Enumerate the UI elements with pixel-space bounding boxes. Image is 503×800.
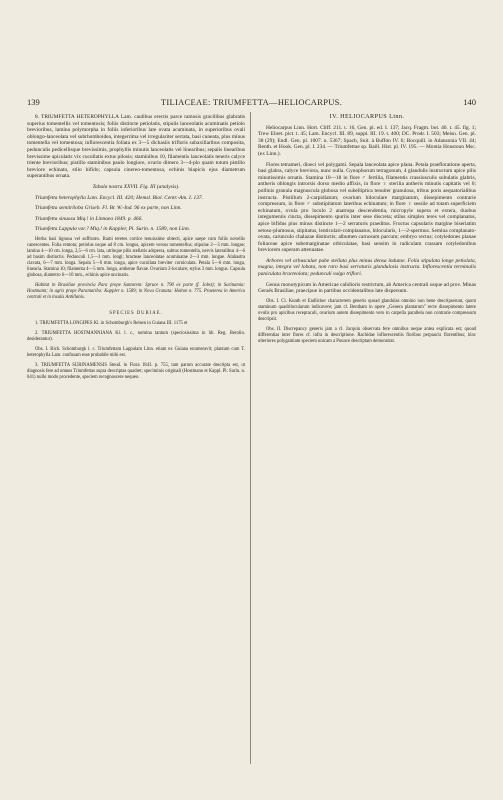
synonym-3: Triumfetta sinuosa Miq.! in Linnaea 1849. p. 466. (35, 215, 143, 222)
page-number-left: 139 (27, 97, 40, 107)
observation-1-right: Obs. I. Cl. Kunth et Endlicher characterem generis quoad glandulas omnino non bene descripserunt, quum staminum quadrilocularum indicavere; jam cl. Bentham in opere „Genera plantarum" recte dissepimento latere ovulis pro apicibus receptaculi, ovarium autem dissepimento vero in carpella parallela non contrarie compressum descripsit. (258, 298, 476, 322)
synonym-1: Triumfetta heterophylla Lam. Encycl. III. 420; Hemsl. Biol. Centr.-Am. I. 137. (35, 194, 203, 201)
right-column (258, 114, 476, 349)
genus-description: Flores tetrameri, dioeci vel polygami. Sepala lanceolata apice plana. Petala praefloratione aperta, basi glabra, calyce breviora, nunc nulla. Gynophorum tetragonum, 4 glandulis instructum apice pilis minutissimis ornatis. Stamina 10—18 in flore ♂ fertilia, filamentis crassiusculis subulatis glabris, antheris oblongis introrsis dorso medio affixis, in flore ♀ sterilia antheris minutis capitatis vel 0; pollinis granula magnuscula globosa vel subelliptica tenuiter granulosa, tribus poris aequatorialibus instructa. Pistillum 2-carpidiatum; ovarium biloculare marginatum, dissepimento contrarie compressum, in flore ♂ substipitatum lateribus echinatum; in flore ♀ sessile ad totam superficiem echinatum, ovula pro loculo 2 anatropa descendentia, micropyle supera et extera, duobus integumentis cincta, dissepimento spuriis inter sese discreta; stilus simplex teres vel complanatus, apice bifidus plus minus distincte 1—2 serraturis praeditus. Fructus capsularis margine biseriatim setoso-plumosus, stipitatus, lenticulari-complanatus, bilocularis, 1—2-spermus. Semina complanato-ovata, carunculo chalazae distinctis; albumen carnosum parcum; embryo rectus; cotyledones planae foliaceae apice subemarginatae orbiculatae, basi sensim in radiculam crassam cotyledonibus breviorem superam attenuatae. (258, 161, 476, 254)
dubious-species-1: 1. TRIUMFETTA LONGIPES Kl. in Schomburgk's Reisen in Guiana III. 1175 et (35, 320, 188, 326)
species-description: 8. TRIUMFETTA HETEROPHYLLA Lam. caulibus erectis parce ramosis gracilibus glabratis superius tomentellis vel tomentosis; foliis distincte petiolatis, stipulis lanceolatis acuminatis petiolo brevioribus, lamina polymorpha in foliis inferioribus late ovata acuminata, in superioribus ovali oblongo-lanceolata vel subrhomboidea, integerrima vel irregulariter serrata, basi cuneata, plus minus tomentella vel tomentosa; inflorescentia foliata ex 3—5 dichasiis trifloris subaxillaribus composita, pedunculis pedicellisque brevissimis, prophyllis minutis lanceolatis vel linearibus; sepalis linearibus brevissime apiculatis vix cucullatis extus pilosis; staminibus 10, filamentis lanceolatis teneris calyce triente brevioribus; pistillo staminibus paulo longiore, ovario dimero 3—4-plo quam totum pistillo breviore echinato, stilo bifido; capsula cinereo-tomentosa, echinis biapicis ejus diametrum superantibus ornata. (27, 114, 245, 180)
genus-heading: IV. HELIOCARPUS Linn. (329, 113, 405, 120)
left-column (27, 114, 245, 385)
synonym-4: Triumfetta Lappula var.? Miq.! in Kappler, Pl. Surin. n. 1589, non Linn. (35, 226, 190, 233)
observation-1: Obs. I. Rich. Schomburgk l. c. Triumfettam Lappulam Linn. etiam ex Guiana enumeravit; plantam cum T. heterophylla Lam. confusam esse probabile mihi est. (27, 346, 245, 358)
species-detail: Herba basi lignosa vel suffrutex. Rami teretes cortice tenuissime obtecti, apice saepe cum foliis novellis canescentes. Folia remota; petiolus usque ad 8 cm. longus, apicem versus tomentellus; stipulae 2—3 mm. longae; lamina 4—10 cm. longa, 2,5—6 cm. lata, utrinque pilis stellatis adspersa, subtus tomentella, nervis lateralibus 4—6 ad basim distinctis. Pedunculi 1,5—3 mm. longi; bracteae lanceolatae acuminatae 2—3 mm. longae. Alabastra clavata, 6—7 mm. longa. Sepala 5—6 mm. longa, apice cucullata breviter corniculata. Petala 5—6 mm. longa, linearia. Stamina 10; filamenta 4—5 mm. longa, antherae flavae. Ovarium 2-loculare; stylus 3 mm. longus. Capsula globosa, diametro 6—10 mm., echinis apice uncinatis. (27, 236, 245, 278)
synonym-2: Triumfetta semitriloba Griseb. Fl. Br. W.-Ind. 96 ex parte, non Linn. (35, 205, 182, 212)
page-number-right: 140 (463, 97, 476, 107)
habit-description: Arbores vel arbusculae pube stellata plus minus densa indutae. Folia stipulata longe petiolata, magna, integra vel lobata, non raro basi serraturis glandulosis instructa. Inflorescentia terminalis paniculata bracteolata; pedunculi vulgo triflori. (258, 257, 476, 278)
plate-reference: Tabula nostra XXVII. Fig. III (analysis). (92, 183, 180, 190)
section-heading-dubiae: SPECIES DUBIAE. (109, 310, 163, 316)
distribution: Genus monotypicum in Americae calidioris restrictum, ab America centrali usque ad prov. Minas Geraës Brasiliae, praecipue in partibus occidentalibus late dispersum. (258, 281, 476, 295)
column-divider (250, 112, 251, 764)
genus-literature: Heliocarpus Linn. Hort. Cliff. 211. t. 16, Gen. pl. ed. I. 137; Jacq. Fragm. bot. 40. t. 45. fig. 1; Trew Ehret. pict. t. 45; Lam. Encycl. III. 89, suppl. III. 19. t. 400; DC. Prodr. I. 503; Meisn. Gen. pl. 38 (29); Endl. Gen. pl. 1007. n. 5367; Spach, Suit. à Buffon IV. 6; Bocquill. in Adansonia VII. 44; Benth. et Hook. Gen. pl. I. 234. — Triumfettae sp. Baill. Hist. pl. IV. 195. — Montia Houstoun Msc. (ex Linn.). (258, 124, 476, 157)
running-header (27, 96, 476, 108)
dubious-species-3: 3. TRIUMFETTA SURINAMENSIS Steud. in Flora 1843. p. 755, tam parum accurate descripta est, ut diagnosis fere ad omnes Triumfettas supra descriptas quadret; speciminis originali (Hostmann et Kappl. Pl. Surin. n. 641) nullo modo procedente, speciem recognoscere nequeo. (27, 362, 245, 380)
running-title: TILIACEAE: TRIUMFETTA—HELIOCARPUS. (160, 97, 343, 107)
habitat: Habitat in Brasiliae provincia Para prope Santarem: Spruce n. 790 ex parte (f. Jobst); in Surinamia: Hostmann; in agris prope Paramaribo: Kappler n. 1589; in Nova Granata: Holton n. 775. Praeterea in America centrali et in insulis Antillanis. (27, 282, 245, 300)
observation-2-right: Obs. II. Discrepancy generis jam a cl. Jacquin observata fere omnibus neque antea explicata est; quoad differentias inter flores cf. infra in descriptione. Rachidae inflorescentiis floribus perpaucis florentibus; hinc ulteriores polygamiam speciem unicam a Pounce descriptam demonstrat. (258, 326, 476, 344)
dubious-species-2: 2. TRIUMFETTA HOSTMANNIANA Kl. l. c., nomina tantum (speciosissima in hb. Reg. Berolin. desiderantur). (27, 330, 245, 342)
